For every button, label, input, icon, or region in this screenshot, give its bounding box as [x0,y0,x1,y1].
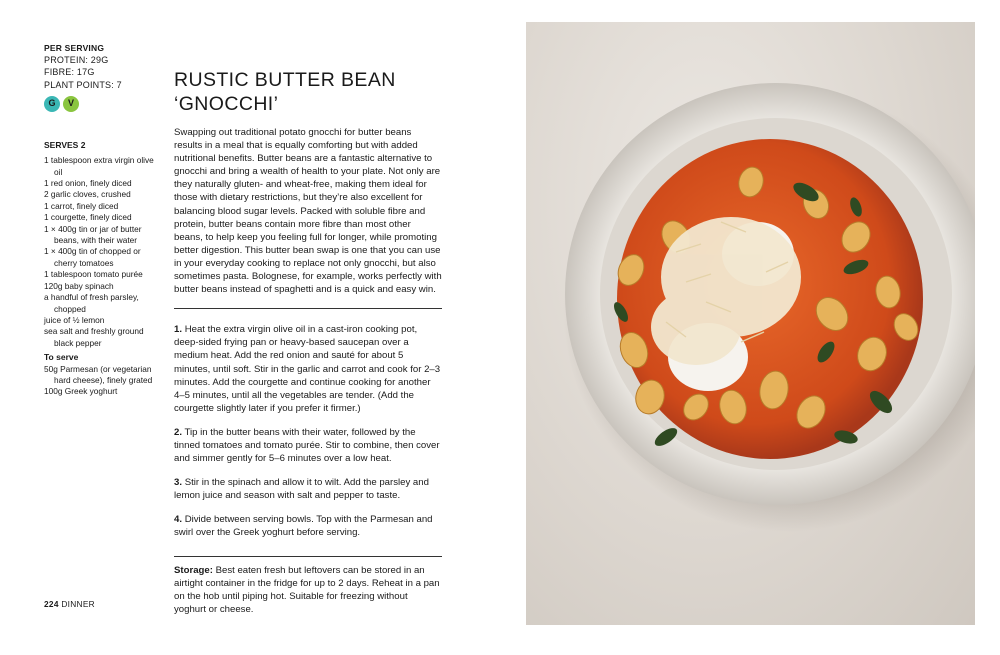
storage-label: Storage: [174,564,213,576]
protein-value: PROTEIN: 29G [44,55,109,66]
storage-divider [174,556,442,557]
section-divider [174,308,442,309]
recipe-intro: Swapping out traditional potato gnocchi for butter beans results in a meal that is equally comforting but with added nutritional benefits. Butter beans are a fantastic alternative to gnocchi and bring a wealth of health to your plate. Not only are they naturally gluten- and wheat-free, making them ideal for those with dietary restrictions, but they’re also excellent for balancing blood sugar levels. Packed with soluble fibre and protein, butter beans contain more fibre than most other beans, to help keep you feeling full for longer, while promoting better digestion. This butter bean swap is one that you can use in your everyday cooking to replace not only gnocchi, but also sometimes pasta. Bolognese, for example, works perfectly with butter beans instead of spaghetti and is a quick and easy win. [174,127,442,296]
method-step-2 [174,426,442,465]
recipe-main-column [174,68,442,616]
ingredient-item: juice of ½ lemon [44,314,105,325]
recipe-info-column [44,42,156,398]
fibre-value: FIBRE: 17G [44,67,95,78]
step-text: Tip in the butter beans with their water, followed by the tinned tomatoes and tomato purée. Stir to combine, then cover and simmer gently for 5–6 minutes over a low heat. [174,426,440,465]
ingredient-item: 1 × 400g tin or jar of butter beans, with their water [44,223,142,246]
step-text: Heat the extra virgin olive oil in a cast-iron cooking pot, deep-sided frying pan or heavy-based saucepan over a medium heat. Add the red onion and sauté for about 5 minutes, until soft. Stir in the garlic and carrot and cook for 2–3 minutes. Add the courgette and continue cooking for another 4–5 minutes, until all the vegetables are tender. (Add the courgette slightly later if you prefer it firmer.) [174,324,441,414]
step-number: 2. [174,426,183,438]
step-number: 4. [174,514,183,526]
serves-heading: SERVES 2 [44,139,86,150]
page-footer [44,599,95,609]
ingredient-item: 120g baby spinach [44,280,114,291]
ingredient-item: 1 tablespoon tomato purée [44,269,143,280]
per-serving-heading: PER SERVING [44,43,105,53]
ingredient-item: 1 courgette, finely diced [44,212,132,223]
step-number: 1. [174,324,183,336]
ingredient-list [44,155,156,349]
to-serve-list [44,364,156,398]
ingredient-item: 1 carrot, finely diced [44,200,119,211]
method-step-4 [174,513,442,539]
page-number: 224 [44,599,59,609]
step-text: Divide between serving bowls. Top with the Parmesan and swirl over the Greek yoghurt before serving. [174,514,433,539]
step-text: Stir in the spinach and allow it to wilt. Add the parsley and lemon juice and season with salt and pepper to taste. [174,477,429,502]
storage-text: Best eaten fresh but leftovers can be stored in an airtight container in the fridge for up to 2 days. Reheat in a pan on the hob until piping hot. Suitable for freezing without yoghurt or cheese. [174,564,440,615]
storage-note [174,564,442,616]
recipe-title: RUSTIC BUTTER BEAN ‘GNOCCHI’ [174,69,396,115]
section-name: DINNER [61,599,95,609]
ingredient-item: 1 tablespoon extra virgin olive oil [44,155,154,177]
to-serve-item: 50g Parmesan (or vegetarian hard cheese), finely grated [44,363,153,385]
ingredient-item: sea salt and freshly ground black pepper [44,326,144,348]
step-number: 3. [174,477,183,489]
plant-points-value: PLANT POINTS: 7 [44,79,122,90]
method-step-1 [174,323,442,415]
diet-badges [44,96,156,112]
to-serve-heading: To serve [44,352,79,363]
gluten-free-badge: G [44,96,60,112]
food-photo [526,22,975,625]
ingredient-item: 1 red onion, finely diced [44,178,132,189]
to-serve-item: 100g Greek yoghurt [44,386,118,397]
method-step-3 [174,476,442,502]
ingredient-item: a handful of fresh parsley, chopped [44,292,139,314]
vegetarian-badge: V [63,96,79,112]
ingredient-item: 1 × 400g tin of chopped or cherry tomatoes [44,246,141,268]
ingredient-item: 2 garlic cloves, crushed [44,189,131,200]
bowl-illustration [526,22,975,625]
nutrition-block [44,42,156,91]
